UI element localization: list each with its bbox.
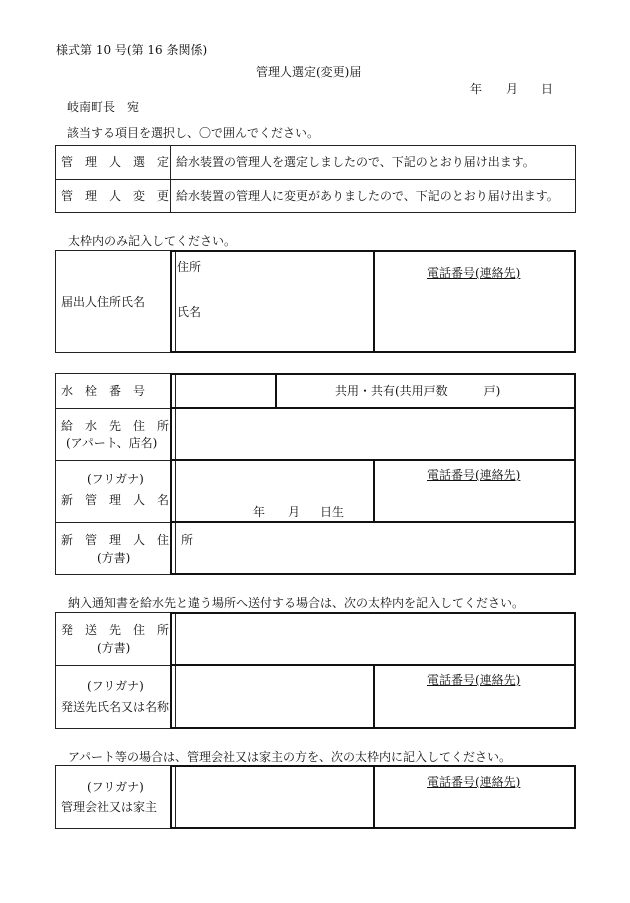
shipping-phone-field[interactable]	[380, 692, 570, 724]
applicant-phone-label: 電話番号(連絡先)	[427, 266, 521, 280]
divider	[373, 250, 375, 353]
applicant-address-label: 住所	[177, 260, 202, 274]
apartment-phone-field[interactable]	[380, 793, 570, 824]
divider	[55, 665, 171, 666]
date-year: 年	[470, 82, 483, 96]
apartment-label-cell	[55, 765, 176, 829]
applicant-name-field[interactable]	[178, 320, 368, 344]
shipping-name-field[interactable]	[176, 670, 368, 724]
supply-address-sublabel: (アパート、店名)	[66, 436, 158, 450]
option-manager-select[interactable]: 管 理 人 選 定	[61, 155, 170, 169]
option-manager-change-text: 給水装置の管理人に変更がありましたので、下記のとおり届け出ます。	[176, 189, 559, 203]
apartment-name-field[interactable]	[176, 770, 368, 824]
apartment-label: 管理会社又は家主	[61, 800, 158, 814]
option-manager-select-text: 給水装置の管理人を選定しましたので、下記のとおり届け出ます。	[176, 155, 535, 169]
faucet-number-label: 水 栓 番 号	[61, 384, 146, 398]
birth-day: 日生	[320, 505, 345, 519]
applicant-phone-field[interactable]	[380, 285, 570, 345]
new-manager-name-field[interactable]	[176, 464, 368, 498]
divider	[373, 664, 375, 729]
applicant-name-label: 氏名	[177, 305, 202, 319]
date-month: 月	[506, 82, 519, 96]
divider	[170, 145, 171, 213]
shipping-name-furigana: (フリガナ)	[87, 679, 144, 693]
shipping-address-field[interactable]	[176, 618, 572, 660]
shared-option-text[interactable]: 共用・共有(共用戸数 戸)	[335, 384, 501, 398]
divider	[275, 373, 277, 408]
divider	[55, 522, 171, 523]
shipping-address-sublabel: (方書)	[97, 641, 131, 655]
applicant-instruction: 太枠内のみ記入してください。	[68, 234, 237, 248]
shipping-instruction: 納入通知書を給水先と違う場所へ送付する場合は、次の太枠内を記入してください。	[68, 596, 525, 610]
shipping-address-label: 発 送 先 住 所	[61, 623, 170, 637]
divider	[55, 179, 576, 180]
form-number: 様式第 10 号(第 16 条関係)	[56, 43, 208, 57]
new-manager-address-label: 新 管 理 人 住 所	[61, 533, 194, 547]
supply-address-field[interactable]	[176, 412, 572, 456]
shipping-phone-label: 電話番号(連絡先)	[427, 673, 521, 687]
shipping-name-label: 発送先氏名又は名称	[61, 700, 170, 714]
birth-month: 月	[288, 505, 301, 519]
new-manager-phone-field[interactable]	[380, 486, 570, 516]
page-title: 管理人選定(変更)届	[256, 65, 362, 79]
divider	[373, 459, 375, 522]
apartment-instruction: アパート等の場合は、管理会社又は家主の方を、次の太枠内に記入してください。	[68, 750, 512, 764]
new-manager-furigana: (フリガナ)	[87, 472, 144, 486]
divider	[55, 460, 171, 461]
applicant-address-field[interactable]	[178, 275, 368, 295]
apartment-phone-label: 電話番号(連絡先)	[427, 775, 521, 789]
divider	[170, 407, 576, 409]
select-instruction: 該当する項目を選択し、〇で囲んでください。	[67, 126, 320, 140]
supply-address-label: 給 水 先 住 所	[61, 419, 170, 433]
applicant-label: 届出人住所氏名	[61, 295, 146, 309]
new-manager-phone-label: 電話番号(連絡先)	[427, 468, 521, 482]
divider	[55, 408, 171, 409]
birth-year: 年	[253, 505, 266, 519]
divider	[373, 765, 375, 829]
new-manager-address-field[interactable]	[176, 526, 572, 570]
apartment-furigana: (フリガナ)	[87, 780, 144, 794]
option-manager-change[interactable]: 管 理 人 変 更	[61, 189, 170, 203]
faucet-number-field[interactable]	[176, 378, 272, 404]
addressee: 岐南町長 宛	[67, 100, 140, 114]
new-manager-name-label: 新 管 理 人 名	[61, 493, 170, 507]
date-day: 日	[541, 82, 554, 96]
new-manager-address-sublabel: (方書)	[97, 551, 131, 565]
